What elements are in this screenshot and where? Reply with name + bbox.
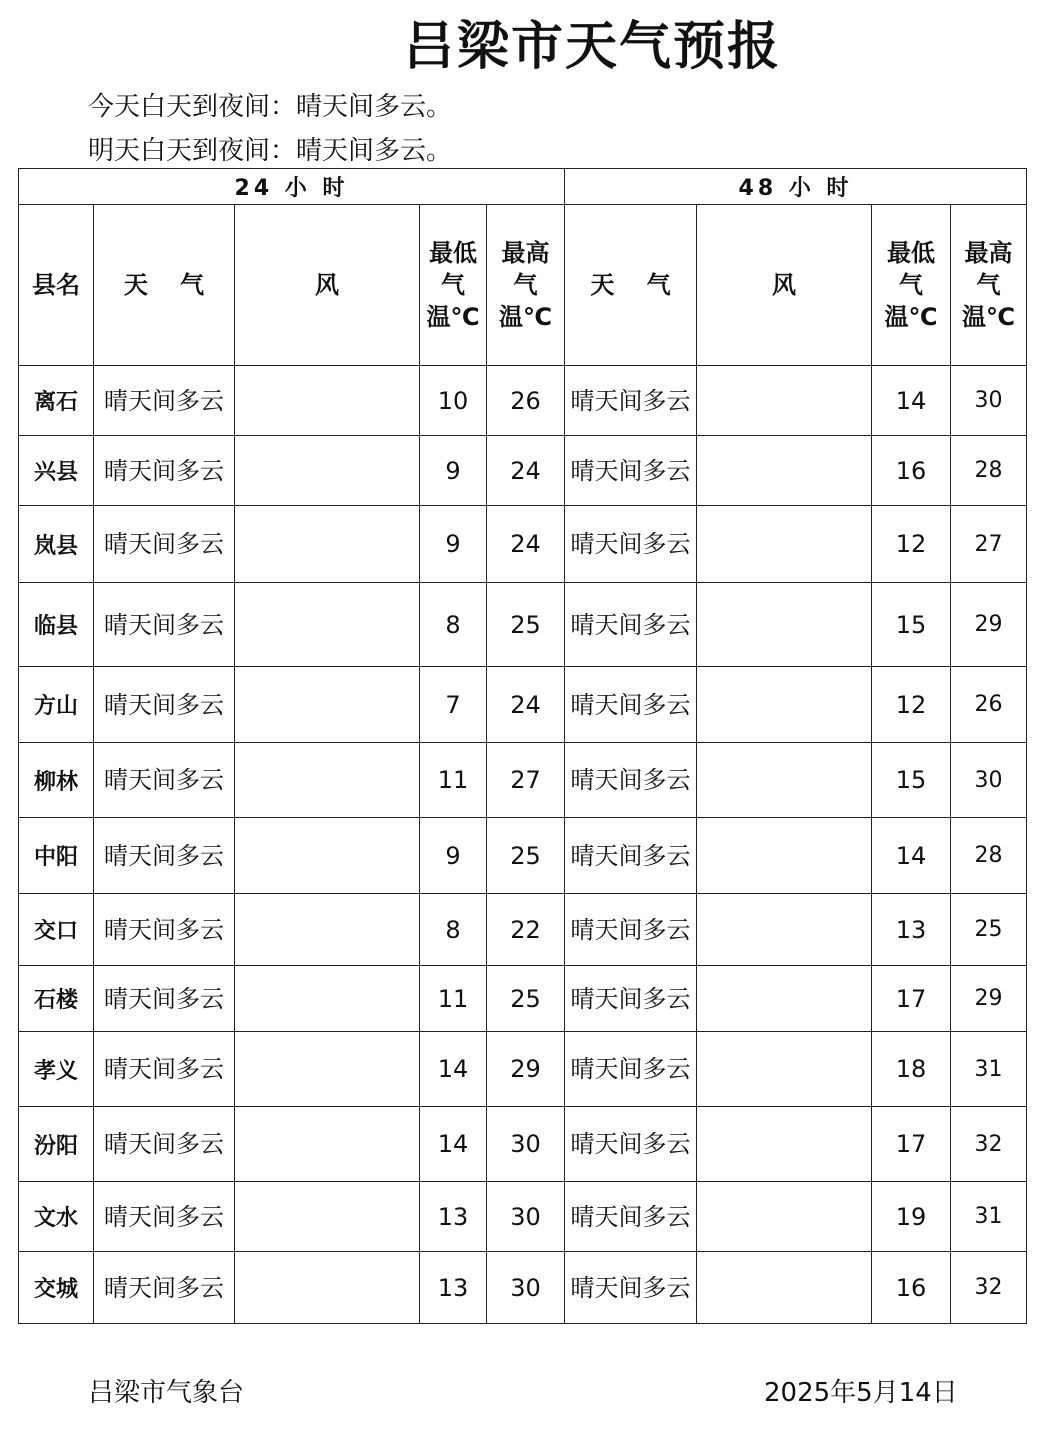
county-name: 中阳 — [19, 818, 94, 894]
min-temp-48h: 15 — [872, 743, 951, 818]
max-temp-48h: 30 — [951, 743, 1027, 818]
wind-48h — [697, 818, 872, 894]
county-name: 离石 — [19, 366, 94, 436]
forecast-table — [18, 168, 1027, 1324]
wind-24h — [235, 1032, 420, 1107]
min-temp-24h: 11 — [420, 743, 487, 818]
weather-48h: 晴天间多云 — [565, 1252, 697, 1324]
period-24h-header: 24 小 时 — [19, 169, 565, 205]
table-row — [19, 818, 1027, 894]
table-row — [19, 894, 1027, 966]
wind-48h — [697, 1107, 872, 1182]
min-temp-24h: 9 — [420, 436, 487, 506]
max-temp-24h: 30 — [487, 1107, 565, 1182]
weather-24h: 晴天间多云 — [94, 966, 235, 1032]
county-name: 交口 — [19, 894, 94, 966]
county-name: 岚县 — [19, 506, 94, 583]
table-row — [19, 1252, 1027, 1324]
min-temp-24h: 9 — [420, 818, 487, 894]
max-temp-48h: 32 — [951, 1107, 1027, 1182]
max-temp-24h: 26 — [487, 366, 565, 436]
max-temp-24h: 24 — [487, 506, 565, 583]
weather-24h: 晴天间多云 — [94, 894, 235, 966]
issue-date: 2025年5月14日 — [764, 1378, 958, 1408]
county-name: 石楼 — [19, 966, 94, 1032]
wind-24h — [235, 743, 420, 818]
min-temp-48h: 17 — [872, 1107, 951, 1182]
county-name: 文水 — [19, 1182, 94, 1252]
table-row — [19, 1032, 1027, 1107]
weather-24h: 晴天间多云 — [94, 667, 235, 743]
county-name: 汾阳 — [19, 1107, 94, 1182]
max-temp-48h: 30 — [951, 366, 1027, 436]
max-temp-48h-header: 最高气温℃ — [951, 205, 1027, 366]
max-temp-48h: 25 — [951, 894, 1027, 966]
max-temp-24h: 24 — [487, 436, 565, 506]
max-temp-48h: 27 — [951, 506, 1027, 583]
wind-48h — [697, 667, 872, 743]
weather-48h: 晴天间多云 — [565, 506, 697, 583]
max-temp-48h: 29 — [951, 583, 1027, 667]
weather-48h: 晴天间多云 — [565, 1107, 697, 1182]
wind-48h — [697, 1252, 872, 1324]
max-temp-48h: 29 — [951, 966, 1027, 1032]
weather-24h: 晴天间多云 — [94, 436, 235, 506]
min-temp-24h: 13 — [420, 1182, 487, 1252]
min-temp-24h: 8 — [420, 583, 487, 667]
period-48h-header: 48 小 时 — [565, 169, 1027, 205]
wind-24h — [235, 366, 420, 436]
weather-48h: 晴天间多云 — [565, 1182, 697, 1252]
min-temp-24h: 13 — [420, 1252, 487, 1324]
table-row — [19, 1107, 1027, 1182]
max-temp-48h: 28 — [951, 818, 1027, 894]
weather-24h-header: 天 气 — [94, 205, 235, 366]
min-temp-48h: 14 — [872, 818, 951, 894]
wind-24h — [235, 436, 420, 506]
wind-24h — [235, 1107, 420, 1182]
weather-48h: 晴天间多云 — [565, 436, 697, 506]
max-temp-24h: 30 — [487, 1182, 565, 1252]
county-name: 兴县 — [19, 436, 94, 506]
max-temp-24h: 30 — [487, 1252, 565, 1324]
min-temp-24h: 11 — [420, 966, 487, 1032]
max-temp-48h: 31 — [951, 1182, 1027, 1252]
max-temp-24h: 25 — [487, 966, 565, 1032]
max-temp-48h: 32 — [951, 1252, 1027, 1324]
min-temp-48h: 19 — [872, 1182, 951, 1252]
min-temp-24h-header: 最低气温℃ — [420, 205, 487, 366]
weather-24h: 晴天间多云 — [94, 366, 235, 436]
min-temp-24h: 8 — [420, 894, 487, 966]
county-name: 交城 — [19, 1252, 94, 1324]
wind-24h-header: 风 — [235, 205, 420, 366]
table-row — [19, 506, 1027, 583]
today-forecast-summary: 今天白天到夜间：晴天间多云。 — [88, 92, 453, 122]
table-row — [19, 583, 1027, 667]
min-temp-24h: 14 — [420, 1107, 487, 1182]
wind-24h — [235, 894, 420, 966]
page-title: 吕梁市天气预报 — [402, 17, 781, 77]
wind-24h — [235, 1182, 420, 1252]
weather-24h: 晴天间多云 — [94, 583, 235, 667]
wind-48h — [697, 366, 872, 436]
tomorrow-forecast-summary: 明天白天到夜间：晴天间多云。 — [88, 136, 453, 166]
wind-48h-header: 风 — [697, 205, 872, 366]
weather-48h-header: 天 气 — [565, 205, 697, 366]
min-temp-48h: 16 — [872, 1252, 951, 1324]
weather-48h: 晴天间多云 — [565, 818, 697, 894]
weather-24h: 晴天间多云 — [94, 1182, 235, 1252]
table-row — [19, 1182, 1027, 1252]
max-temp-48h: 31 — [951, 1032, 1027, 1107]
table-row — [19, 366, 1027, 436]
max-temp-48h: 28 — [951, 436, 1027, 506]
min-temp-24h: 7 — [420, 667, 487, 743]
table-row — [19, 743, 1027, 818]
weather-48h: 晴天间多云 — [565, 894, 697, 966]
wind-24h — [235, 583, 420, 667]
county-name: 柳林 — [19, 743, 94, 818]
weather-24h: 晴天间多云 — [94, 818, 235, 894]
wind-24h — [235, 1252, 420, 1324]
table-row — [19, 667, 1027, 743]
wind-48h — [697, 506, 872, 583]
county-name: 孝义 — [19, 1032, 94, 1107]
min-temp-48h: 17 — [872, 966, 951, 1032]
wind-48h — [697, 966, 872, 1032]
weather-24h: 晴天间多云 — [94, 1032, 235, 1107]
max-temp-24h-header: 最高气温℃ — [487, 205, 565, 366]
max-temp-48h: 26 — [951, 667, 1027, 743]
weather-48h: 晴天间多云 — [565, 1032, 697, 1107]
weather-24h: 晴天间多云 — [94, 1107, 235, 1182]
table-row — [19, 436, 1027, 506]
min-temp-48h: 18 — [872, 1032, 951, 1107]
max-temp-24h: 22 — [487, 894, 565, 966]
min-temp-24h: 10 — [420, 366, 487, 436]
min-temp-48h: 14 — [872, 366, 951, 436]
wind-48h — [697, 894, 872, 966]
wind-24h — [235, 966, 420, 1032]
min-temp-48h: 15 — [872, 583, 951, 667]
max-temp-24h: 25 — [487, 583, 565, 667]
issuing-agency: 吕梁市气象台 — [88, 1378, 245, 1408]
weather-48h: 晴天间多云 — [565, 667, 697, 743]
min-temp-48h: 16 — [872, 436, 951, 506]
weather-24h: 晴天间多云 — [94, 506, 235, 583]
max-temp-24h: 29 — [487, 1032, 565, 1107]
county-header: 县名 — [19, 205, 94, 366]
wind-24h — [235, 818, 420, 894]
weather-24h: 晴天间多云 — [94, 743, 235, 818]
wind-48h — [697, 1182, 872, 1252]
min-temp-48h: 12 — [872, 667, 951, 743]
wind-24h — [235, 506, 420, 583]
max-temp-24h: 27 — [487, 743, 565, 818]
weather-24h: 晴天间多云 — [94, 1252, 235, 1324]
min-temp-48h: 13 — [872, 894, 951, 966]
table-row — [19, 966, 1027, 1032]
wind-48h — [697, 583, 872, 667]
min-temp-24h: 14 — [420, 1032, 487, 1107]
weather-48h: 晴天间多云 — [565, 583, 697, 667]
wind-24h — [235, 667, 420, 743]
county-name: 方山 — [19, 667, 94, 743]
wind-48h — [697, 743, 872, 818]
max-temp-24h: 25 — [487, 818, 565, 894]
weather-48h: 晴天间多云 — [565, 966, 697, 1032]
min-temp-48h: 12 — [872, 506, 951, 583]
weather-48h: 晴天间多云 — [565, 743, 697, 818]
wind-48h — [697, 436, 872, 506]
min-temp-48h-header: 最低气温℃ — [872, 205, 951, 366]
max-temp-24h: 24 — [487, 667, 565, 743]
weather-48h: 晴天间多云 — [565, 366, 697, 436]
min-temp-24h: 9 — [420, 506, 487, 583]
county-name: 临县 — [19, 583, 94, 667]
wind-48h — [697, 1032, 872, 1107]
